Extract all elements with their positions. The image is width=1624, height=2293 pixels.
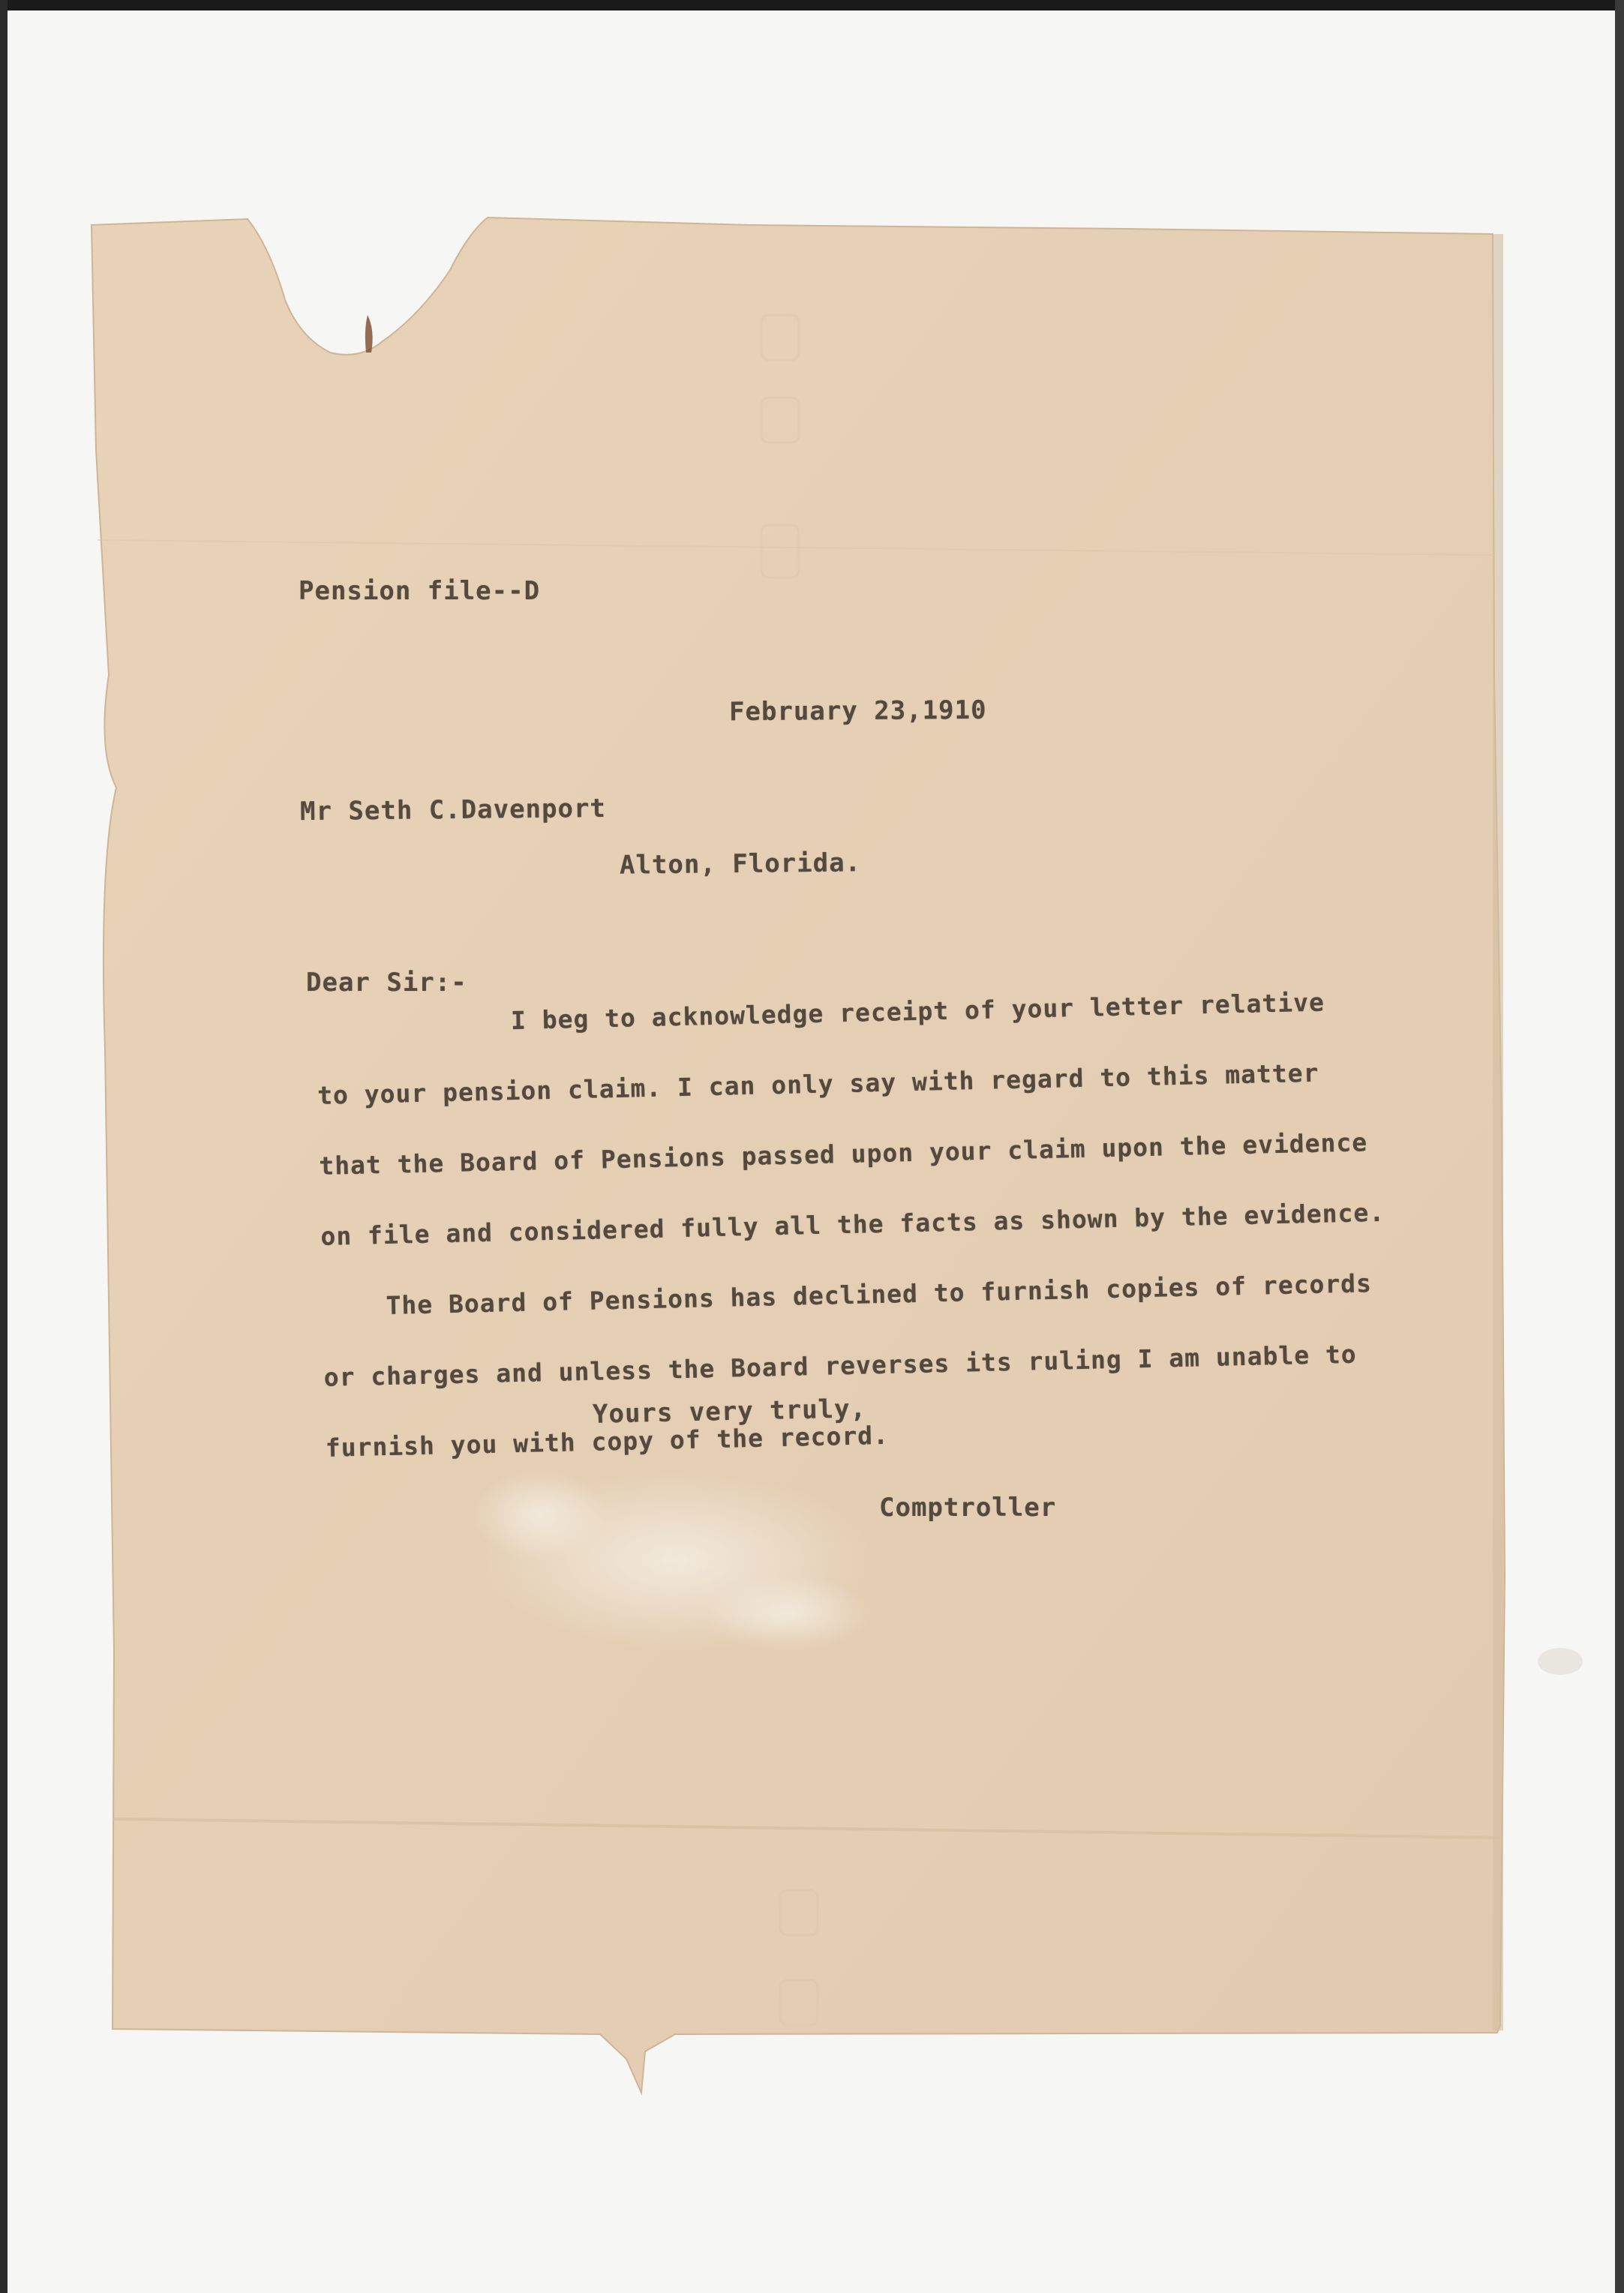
body-line: to your pension claim. I can only say with regard to this matter [317, 1058, 1319, 1110]
file-reference: Pension file--D [299, 576, 541, 606]
recipient-name: Mr Seth C.Davenport [299, 793, 607, 827]
body-line: on file and considered fully all the facts as shown by the evidence. [320, 1197, 1385, 1251]
closing: Yours very truly, [592, 1394, 867, 1430]
body-line: furnish you with copy of the record. [325, 1420, 890, 1463]
body-line: The Board of Pensions has declined to furnish copies of records [386, 1268, 1373, 1320]
salutation: Dear Sir:- [306, 968, 467, 998]
letter-date: February 23,1910 [728, 695, 987, 728]
signature-title: Comptroller [879, 1493, 1057, 1523]
body-line: that the Board of Pensions passed upon your claim upon the evidence [318, 1127, 1368, 1181]
body-line: I beg to acknowledge receipt of your letter relative [510, 987, 1325, 1036]
letter-body [315, 965, 1436, 1483]
body-line: or charges and unless the Board reverses its ruling I am unable to [323, 1339, 1358, 1392]
recipient-address: Alton, Florida. [619, 848, 862, 881]
